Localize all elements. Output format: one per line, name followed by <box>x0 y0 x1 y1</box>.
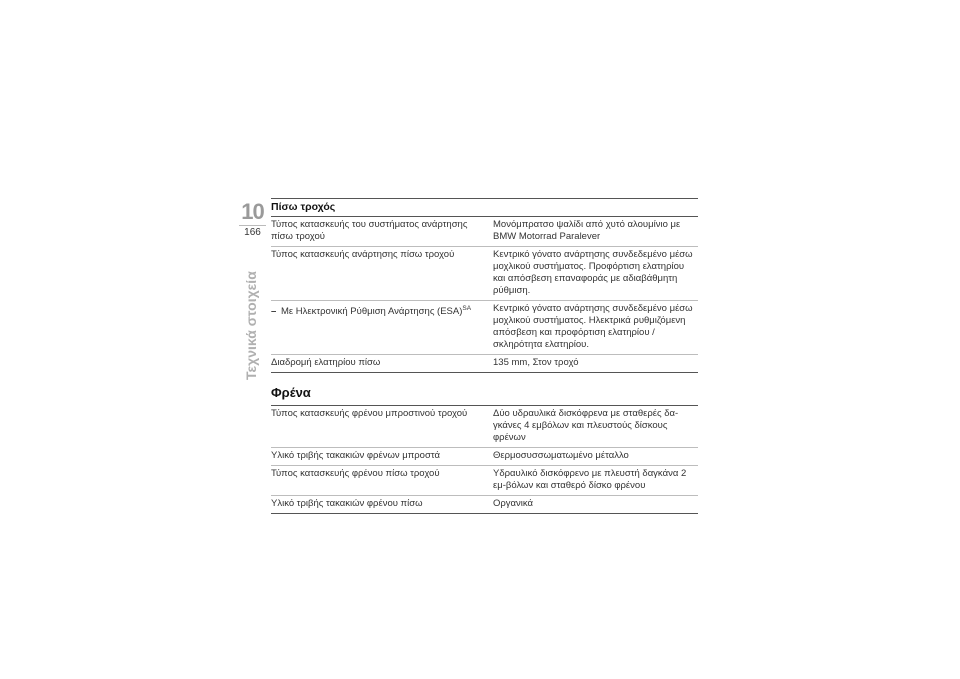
table-row <box>271 217 698 247</box>
spec-value: Υδραυλικό δισκόφρενο με πλευστή δαγκάνα 2 εμ-βόλων και σταθερό δίσκο φρένου <box>493 466 698 496</box>
spec-label-esa <box>271 301 493 355</box>
spec-label: Τύπος κατασκευής φρένου πίσω τροχού <box>271 466 493 496</box>
sa-superscript: SA <box>462 305 472 312</box>
spec-value: Μονόμπρατσο ψαλίδι από χυτό αλουμίνιο με BMW Motorrad Paralever <box>493 217 698 247</box>
spec-value: Θερμοσυσσωματωμένο μέταλλο <box>493 448 698 466</box>
spec-value: Δύο υδραυλικά δισκόφρενα με σταθερές δα-γκάνες 4 εμβόλων και πλευστούς δίσκους φρένων <box>493 406 698 448</box>
section-heading-rear-wheel: Πίσω τροχός <box>271 198 698 216</box>
section-heading-brakes: Φρένα <box>271 385 311 400</box>
rear-wheel-table <box>271 216 698 373</box>
spec-label: Υλικό τριβής τακακιών φρένου πίσω <box>271 496 493 514</box>
chapter-number: 10 <box>239 199 266 224</box>
table-row <box>271 406 698 448</box>
spec-value: Κεντρικό γόνατο ανάρτησης συνδεδεμένο μέσω μοχλικού συστήματος. Ηλεκτρικά ρυθμιζόμενη απόσβεση και προφόρτιση ελατηρίου / σκληρότητα ελατηρίου. <box>493 301 698 355</box>
chapter-title: Τεχνικά στοιχεία <box>243 271 259 380</box>
spec-value: Οργανικά <box>493 496 698 514</box>
dash-bullet: – <box>271 306 277 318</box>
spec-label: Διαδρομή ελατηρίου πίσω <box>271 355 493 373</box>
table-row <box>271 355 698 373</box>
table-row <box>271 448 698 466</box>
table-row <box>271 247 698 301</box>
spec-label: Υλικό τριβής τακακιών φρένων μπροστά <box>271 448 493 466</box>
spec-label: Τύπος κατασκευής του συστήματος ανάρτησης πίσω τροχού <box>271 217 493 247</box>
chapter-divider <box>239 225 266 226</box>
brakes-table <box>271 405 698 514</box>
spec-content <box>271 198 698 514</box>
spec-label: Τύπος κατασκευής ανάρτησης πίσω τροχού <box>271 247 493 301</box>
spec-value: Κεντρικό γόνατο ανάρτησης συνδεδεμένο μέσω μοχλικού συστήματος. Προφόρτιση ελατηρίου και απόσβεση επαναφοράς με αδιαβάθμητη ρύθμιση. <box>493 247 698 301</box>
table-row <box>271 496 698 514</box>
table-row <box>271 466 698 496</box>
spec-label: Τύπος κατασκευής φρένου μπροστινού τροχού <box>271 406 493 448</box>
spec-value: 135 mm, Στον τροχό <box>493 355 698 373</box>
spec-label-text: Με Ηλεκτρονική Ρύθμιση Ανάρτησης (ESA) <box>280 306 463 318</box>
page-number: 166 <box>244 227 261 238</box>
table-row <box>271 301 698 355</box>
